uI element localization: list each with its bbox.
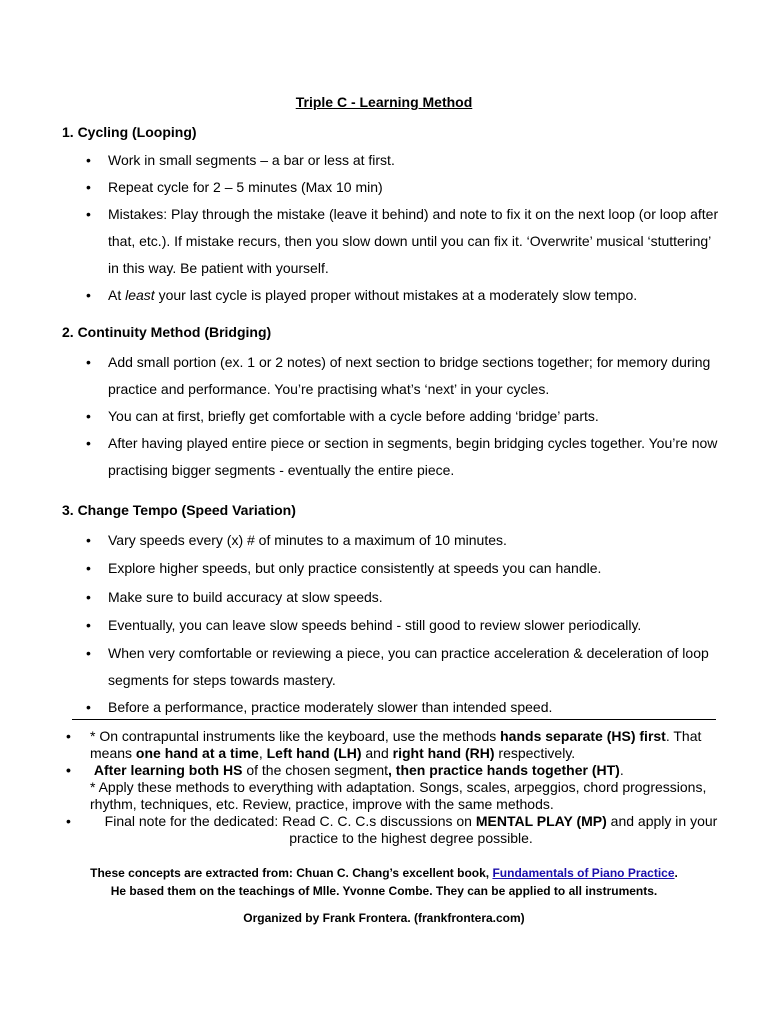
list-item: • Vary speeds every (x) # of minutes to a maximum of 10 minutes. [0,527,720,554]
note-hands-together: • After learning both HS of the chosen segment, then practice hands together (HT). * Apply these methods to everything with adaptation. Songs, scales, arpeggios, chord progressions, rhythm, techniques, etc. Review, practice, improve with the same methods. [66,762,707,812]
list-item: • Make sure to build accuracy at slow speeds. [0,584,720,611]
list-item: • Repeat cycle for 2 – 5 minutes (Max 10 min) [0,174,720,201]
section-heading-cycling: 1. Cycling (Looping) [62,124,197,140]
list-item: • Add small portion (ex. 1 or 2 notes) of next section to bridge sections together; for memory during practice and performance. You’re practising what’s ‘next’ in your cycles. [0,349,720,403]
list-item: • Before a performance, practice moderately slower than intended speed. [0,694,720,721]
hands-notes [62,728,732,847]
list-item: • Eventually, you can leave slow speeds behind - still good to review slower periodically. [0,612,720,639]
credits-organizer: Organized by Frank Frontera. (frankfrontera.com) [243,911,525,925]
note-mental-play: • Final note for the dedicated: Read C. C. C.s discussions on MENTAL PLAY (MP) and apply in your practice to the highest degree possible. [66,813,718,846]
list-item: • After having played entire piece or section in segments, begin bridging cycles together. You’re now practising bigger segments - eventually the entire piece. [0,430,720,484]
book-link[interactable]: Fundamentals of Piano Practice [492,866,675,880]
section-heading-change-tempo: 3. Change Tempo (Speed Variation) [62,502,296,518]
divider [72,719,716,720]
list-item: • Work in small segments – a bar or less at first. [0,147,720,174]
section-heading-continuity: 2. Continuity Method (Bridging) [62,324,272,340]
credits-source: These concepts are extracted from: Chuan C. Chang’s excellent book, Fundamentals of Piano Practice. He based them on the teachings of Mlle. Yvonne Combe. They can be applied to all instruments. [90,866,678,898]
cycling-list [0,147,720,309]
continuity-list [0,349,720,484]
list-item: • At least your last cycle is played proper without mistakes at a moderately slow tempo. [0,282,720,309]
list-item: • Explore higher speeds, but only practice consistently at speeds you can handle. [0,555,720,582]
list-item: • When very comfortable or reviewing a piece, you can practice acceleration & deceleration of loop segments for steps towards mastery. [0,640,720,694]
note-hands-separate: • * On contrapuntal instruments like the keyboard, use the methods hands separate (HS) first. That means one hand at a time, Left hand (LH) and right hand (RH) respectively. [66,728,702,761]
list-item: • Mistakes: Play through the mistake (leave it behind) and note to fix it on the next loop (or loop after that, etc.). If mistake recurs, then you slow down until you can fix it. ‘Overwrite’ musical ‘stuttering’ in this way. Be patient with yourself. [0,201,720,282]
list-item: • You can at first, briefly get comfortable with a cycle before adding ‘bridge’ parts. [0,403,720,430]
page-title: Triple C - Learning Method [295,94,473,110]
change-tempo-list [0,527,720,721]
